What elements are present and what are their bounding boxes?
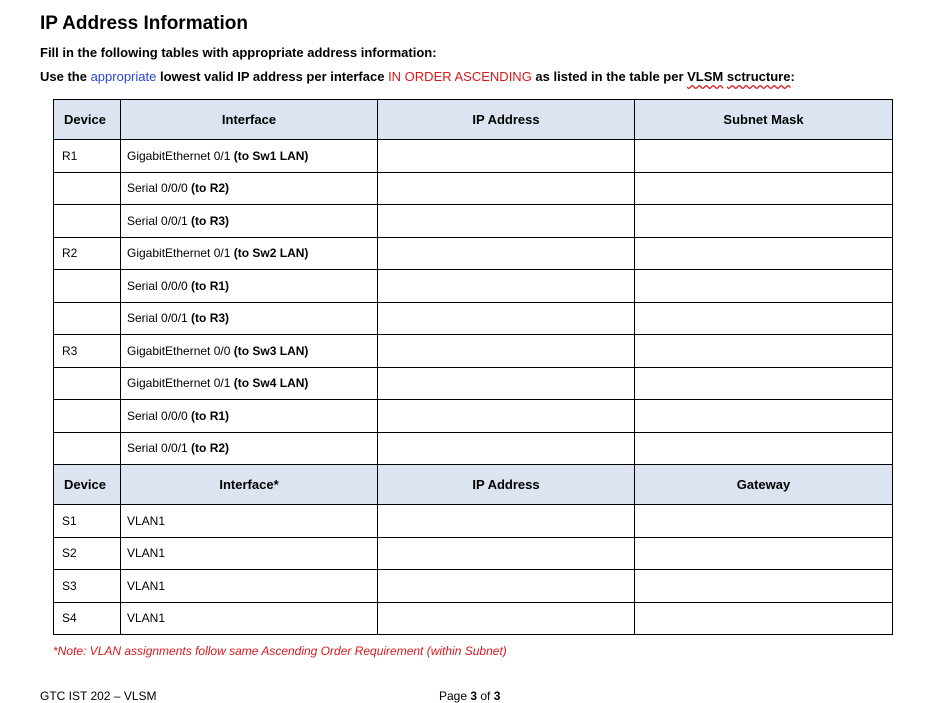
interface-link-target: Sw2 LAN <box>252 246 305 261</box>
subnet-mask-cell[interactable] <box>635 335 893 368</box>
subnet-mask-cell[interactable] <box>635 237 893 270</box>
table1-header-row <box>54 100 893 140</box>
interface-cell <box>121 237 378 270</box>
interface-name: Serial 0/0/0 <box>127 181 188 196</box>
interface-link-target: Sw1 LAN <box>252 148 305 163</box>
interface-name: GigabitEthernet 0/1 <box>127 148 231 163</box>
interface-link-target: R2 <box>209 181 226 196</box>
header-gateway: Gateway <box>635 465 893 505</box>
table-row <box>54 270 893 303</box>
header-subnet-mask: Subnet Mask <box>635 100 893 140</box>
table-row <box>54 140 893 173</box>
gateway-cell[interactable] <box>635 570 893 603</box>
device-cell <box>54 367 121 400</box>
header-interface: Interface* <box>121 465 378 505</box>
interface-cell <box>121 140 378 173</box>
header-device: Device <box>54 100 121 140</box>
table-row <box>54 302 893 335</box>
ip-address-cell[interactable] <box>378 570 635 603</box>
footer-page-total: 3 <box>493 689 501 703</box>
footer-page-number <box>439 689 500 703</box>
header-ip-address: IP Address <box>378 465 635 505</box>
interface-link-open: (to <box>230 148 253 163</box>
interface-link-open: (to <box>187 311 210 326</box>
table-row <box>54 570 893 603</box>
interface-link-target: Sw4 LAN <box>252 376 305 391</box>
table-row <box>54 505 893 538</box>
interface-cell <box>121 302 378 335</box>
interface-link-close: ) <box>304 246 309 261</box>
interface-cell <box>121 432 378 465</box>
ip-address-cell[interactable] <box>378 537 635 570</box>
interface-cell <box>121 270 378 303</box>
device-cell: S3 <box>54 570 121 603</box>
table-row <box>54 537 893 570</box>
header-ip-address: IP Address <box>378 100 635 140</box>
interface-name: Serial 0/0/1 <box>127 311 188 326</box>
ip-address-cell[interactable] <box>378 335 635 368</box>
device-cell <box>54 205 121 238</box>
interface-link-open: (to <box>230 343 253 358</box>
interface-name: GigabitEthernet 0/1 <box>127 246 231 261</box>
subnet-mask-cell[interactable] <box>635 172 893 205</box>
subnet-mask-cell[interactable] <box>635 140 893 173</box>
interface-link-close: ) <box>304 148 309 163</box>
interface-link-open: (to <box>187 441 210 456</box>
gateway-cell[interactable] <box>635 602 893 635</box>
table-row <box>54 602 893 635</box>
device-cell: S2 <box>54 537 121 570</box>
instruction-order <box>40 69 795 84</box>
device-cell <box>54 432 121 465</box>
interface-link-target: Sw3 LAN <box>252 343 305 358</box>
table-row <box>54 400 893 433</box>
table2-header-row <box>54 465 893 505</box>
page-title: IP Address Information <box>40 13 248 34</box>
instruction-text: Use the <box>40 69 91 84</box>
device-cell: R1 <box>54 140 121 173</box>
instruction-vlsm: VLSM <box>687 69 724 84</box>
ip-address-cell[interactable] <box>378 432 635 465</box>
subnet-mask-cell[interactable] <box>635 432 893 465</box>
interface-name: GigabitEthernet 0/0 <box>127 343 231 358</box>
ip-address-cell[interactable] <box>378 602 635 635</box>
instruction-text: : <box>790 69 795 84</box>
interface-link-close: ) <box>225 213 230 228</box>
device-cell <box>54 172 121 205</box>
ip-address-cell[interactable] <box>378 505 635 538</box>
footer-page-text: Page <box>439 689 471 703</box>
subnet-mask-cell[interactable] <box>635 205 893 238</box>
interface-link-close: ) <box>225 311 230 326</box>
interface-link-close: ) <box>225 441 230 456</box>
interface-name: Serial 0/0/0 <box>127 278 188 293</box>
interface-link-target: R1 <box>209 408 226 423</box>
interface-link-target: R3 <box>209 213 226 228</box>
subnet-mask-cell[interactable] <box>635 270 893 303</box>
interface-cell <box>121 335 378 368</box>
header-device: Device <box>54 465 121 505</box>
interface-link-target: R1 <box>209 278 226 293</box>
interface-cell <box>121 367 378 400</box>
interface-link-open: (to <box>187 213 210 228</box>
device-cell: S4 <box>54 602 121 635</box>
device-cell: S1 <box>54 505 121 538</box>
gateway-cell[interactable] <box>635 505 893 538</box>
interface-cell: VLAN1 <box>121 505 378 538</box>
vlan-note: *Note: VLAN assignments follow same Ascending Order Requirement (within Subnet) <box>53 644 507 658</box>
ip-address-cell[interactable] <box>378 302 635 335</box>
interface-link-target: R2 <box>209 441 226 456</box>
ip-address-cell[interactable] <box>378 237 635 270</box>
interface-cell: VLAN1 <box>121 570 378 603</box>
interface-link-open: (to <box>230 376 253 391</box>
interface-cell <box>121 205 378 238</box>
ip-address-cell[interactable] <box>378 400 635 433</box>
interface-link-target: R3 <box>209 311 226 326</box>
subnet-mask-cell[interactable] <box>635 367 893 400</box>
interface-link-close: ) <box>225 181 230 196</box>
interface-name: Serial 0/0/0 <box>127 408 188 423</box>
instruction-fill: Fill in the following tables with appropriate address information: <box>40 45 437 60</box>
table-row <box>54 205 893 238</box>
instruction-text: lowest valid IP address per interface <box>156 69 389 84</box>
interface-name: Serial 0/0/1 <box>127 213 188 228</box>
device-cell <box>54 400 121 433</box>
footer-course: GTC IST 202 – VLSM <box>40 689 157 703</box>
subnet-mask-cell[interactable] <box>635 302 893 335</box>
ip-address-cell[interactable] <box>378 140 635 173</box>
interface-link-close: ) <box>304 343 309 358</box>
interface-name: GigabitEthernet 0/1 <box>127 376 231 391</box>
ip-address-cell[interactable] <box>378 205 635 238</box>
table-row <box>54 335 893 368</box>
device-cell: R2 <box>54 237 121 270</box>
interface-link-open: (to <box>187 408 210 423</box>
table-row <box>54 172 893 205</box>
device-cell <box>54 302 121 335</box>
table-row <box>54 432 893 465</box>
header-interface: Interface <box>121 100 378 140</box>
table-row <box>54 237 893 270</box>
interface-cell: VLAN1 <box>121 602 378 635</box>
interface-link-close: ) <box>225 408 230 423</box>
device-cell: R3 <box>54 335 121 368</box>
instruction-structure: sctructure <box>726 69 791 84</box>
interface-name: Serial 0/0/1 <box>127 441 188 456</box>
interface-cell <box>121 400 378 433</box>
address-table <box>53 99 893 635</box>
instruction-order-ascending: IN ORDER ASCENDING <box>388 69 532 84</box>
footer-page-current: 3 <box>470 689 478 703</box>
interface-link-close: ) <box>304 376 309 391</box>
interface-cell <box>121 172 378 205</box>
interface-link-open: (to <box>187 278 210 293</box>
device-cell <box>54 270 121 303</box>
interface-link-close: ) <box>225 278 230 293</box>
footer-page-text: of <box>477 689 494 703</box>
instruction-text: as listed in the table per <box>531 69 688 84</box>
table-row <box>54 367 893 400</box>
ip-address-cell[interactable] <box>378 172 635 205</box>
interface-link-open: (to <box>230 246 253 261</box>
interface-cell: VLAN1 <box>121 537 378 570</box>
interface-link-open: (to <box>187 181 210 196</box>
ip-address-cell[interactable] <box>378 270 635 303</box>
instruction-appropriate: appropriate <box>90 69 157 84</box>
subnet-mask-cell[interactable] <box>635 400 893 433</box>
gateway-cell[interactable] <box>635 537 893 570</box>
ip-address-cell[interactable] <box>378 367 635 400</box>
